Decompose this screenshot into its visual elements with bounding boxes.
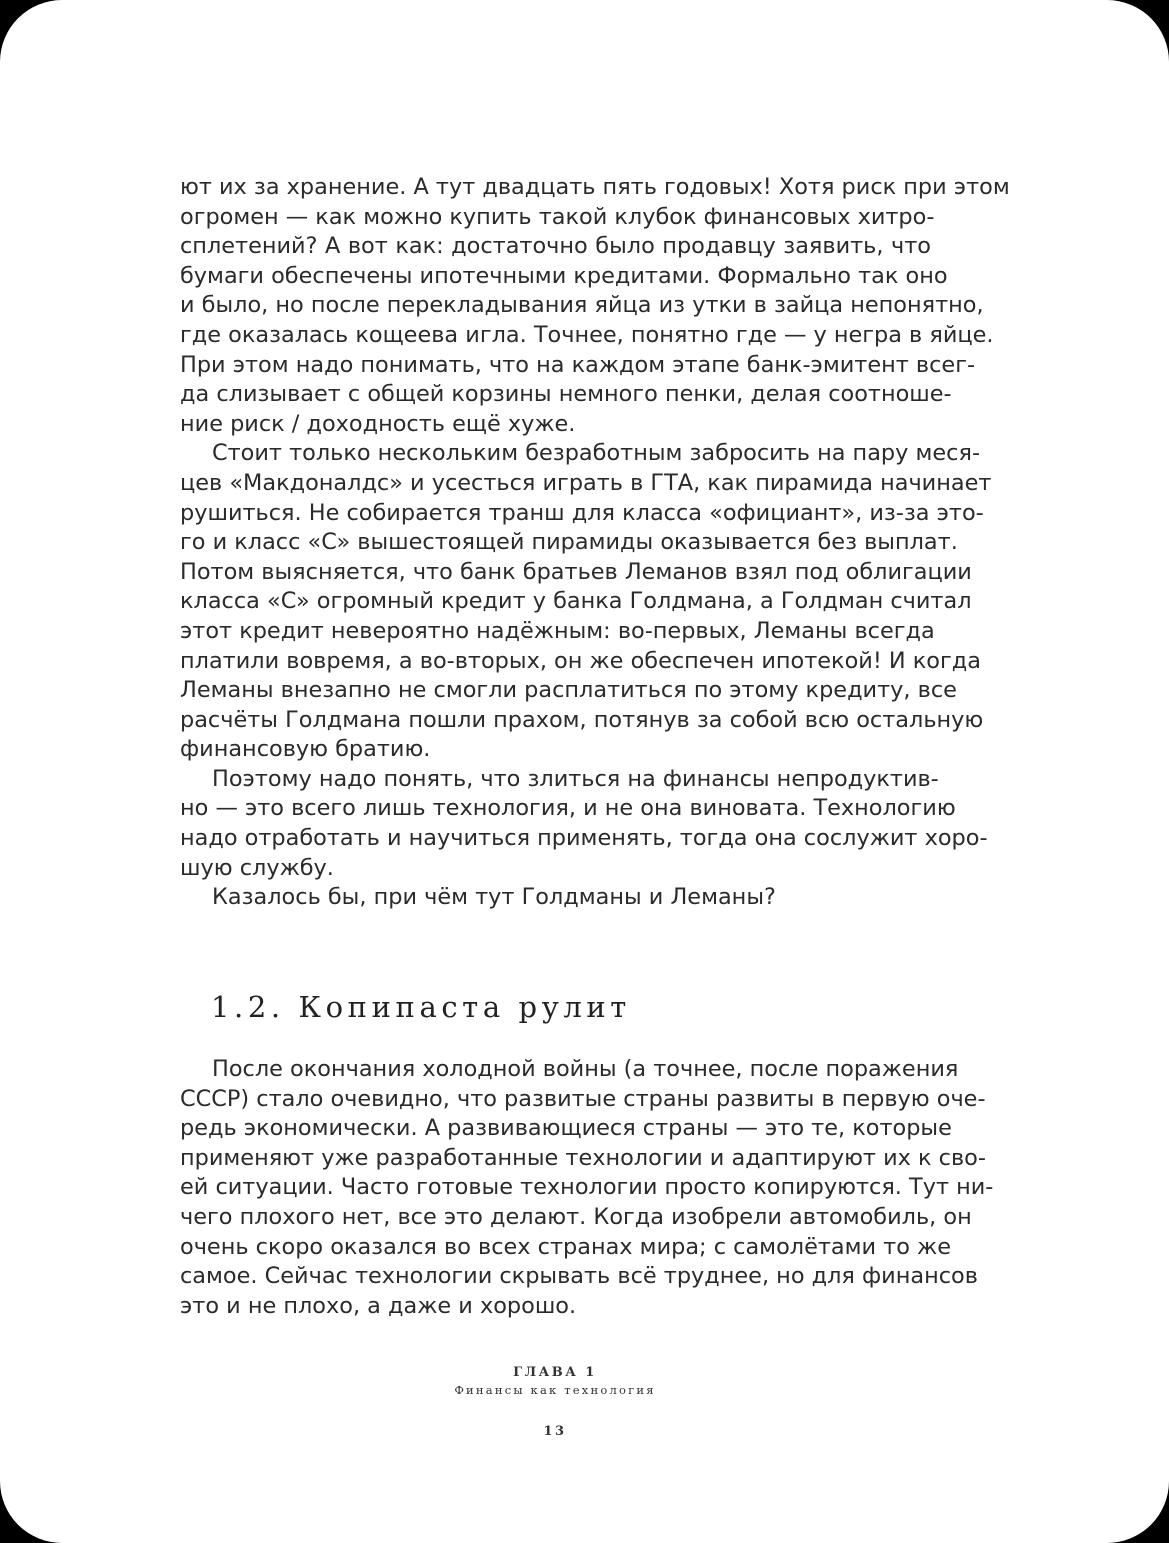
text-line: ют их за хранение. А тут двадцать пять годовых! Хотя риск при этом xyxy=(180,174,1010,200)
text-line: огромен — как можно купить такой клубок финансовых хитро- xyxy=(180,203,935,230)
text-line: бумаги обеспечены ипотечными кредитами. Формально так оно xyxy=(180,262,948,289)
running-footer-chapter: ГЛАВА 1 xyxy=(513,1365,597,1380)
text-line: это и не плохо, а даже и хорошо. xyxy=(180,1292,577,1319)
text-line: Леманы внезапно не смогли расплатиться по этому кредиту, все xyxy=(180,677,957,704)
text-line: редь экономически. А развивающиеся страны — это те, которые xyxy=(180,1115,952,1142)
body-text-top xyxy=(180,173,1010,913)
text-line: го и класс «C» вышестоящей пирамиды оказывается без выплат. xyxy=(180,529,958,556)
text-line: этот кредит невероятно надёжным: во-первых, Леманы всегда xyxy=(180,617,935,644)
text-line: финансовую братию. xyxy=(180,736,431,763)
text-line: но — это всего лишь технология, и не она виновата. Технологию xyxy=(180,795,956,822)
text-line: надо отработать и научиться применять, тогда она сослужит хоро- xyxy=(180,825,988,852)
text-line: где оказалась кощеева игла. Точнее, понятно где — у негра в яйце. xyxy=(180,321,994,348)
text-line: платили вовремя, а во-вторых, он же обеспечен ипотекой! И когда xyxy=(180,647,981,674)
text-line: Поэтому надо понять, что злиться на финансы непродуктив- xyxy=(212,765,939,792)
text-line: шую службу. xyxy=(180,854,334,881)
text-line: да слизывает с общей корзины немного пенки, делая соотноше- xyxy=(180,381,952,408)
text-line: ние риск / доходность ещё хуже. xyxy=(180,410,576,437)
text-line: Потом выясняется, что банк братьев Леманов взял под облигации xyxy=(180,558,972,585)
text-line: очень скоро оказался во всех странах мира; с самолётами то же xyxy=(180,1233,951,1260)
text-line: рушиться. Не собирается транш для класса «официант», из-за это- xyxy=(180,499,984,526)
text-line: ей ситуации. Часто готовые технологии просто копируются. Тут ни- xyxy=(180,1174,994,1201)
running-footer-subtitle: Финансы как технология xyxy=(454,1383,656,1397)
text-line: самое. Сейчас технологии скрывать всё труднее, но для финансов xyxy=(180,1263,978,1290)
text-line: СССР) стало очевидно, что развитые страны развиты в первую оче- xyxy=(180,1085,986,1112)
text-line: Казалось бы, при чём тут Голдманы и Леманы? xyxy=(212,884,776,911)
text-line: расчёты Голдмана пошли прахом, потянув за собой всю остальную xyxy=(180,706,984,733)
text-line: После окончания холодной войны (а точнее, после поражения xyxy=(212,1056,959,1082)
text-line: цев «Макдоналдс» и усесться играть в ГТА, как пирамида начинает xyxy=(180,469,992,496)
text-line: Стоит только нескольким безработным забросить на пару меся- xyxy=(212,440,981,467)
section-heading: 1.2. Копипаста рулит xyxy=(211,990,631,1024)
text-line: и было, но после перекладывания яйца из утки в зайца непонятно, xyxy=(180,292,984,319)
text-line: чего плохого нет, все это делают. Когда изобрели автомобиль, он xyxy=(180,1203,972,1230)
text-line: сплетений? А вот как: достаточно было продавцу заявить, что xyxy=(180,233,931,260)
text-line: класса «C» огромный кредит у банка Голдмана, а Голдман считал xyxy=(180,588,972,615)
text-line: При этом надо понимать, что на каждом этапе банк-эмитент всег- xyxy=(180,351,976,378)
page-number: 13 xyxy=(543,1424,567,1439)
text-line: применяют уже разработанные технологии и адаптируют их к сво- xyxy=(180,1144,986,1171)
body-text-bottom xyxy=(180,1055,994,1321)
